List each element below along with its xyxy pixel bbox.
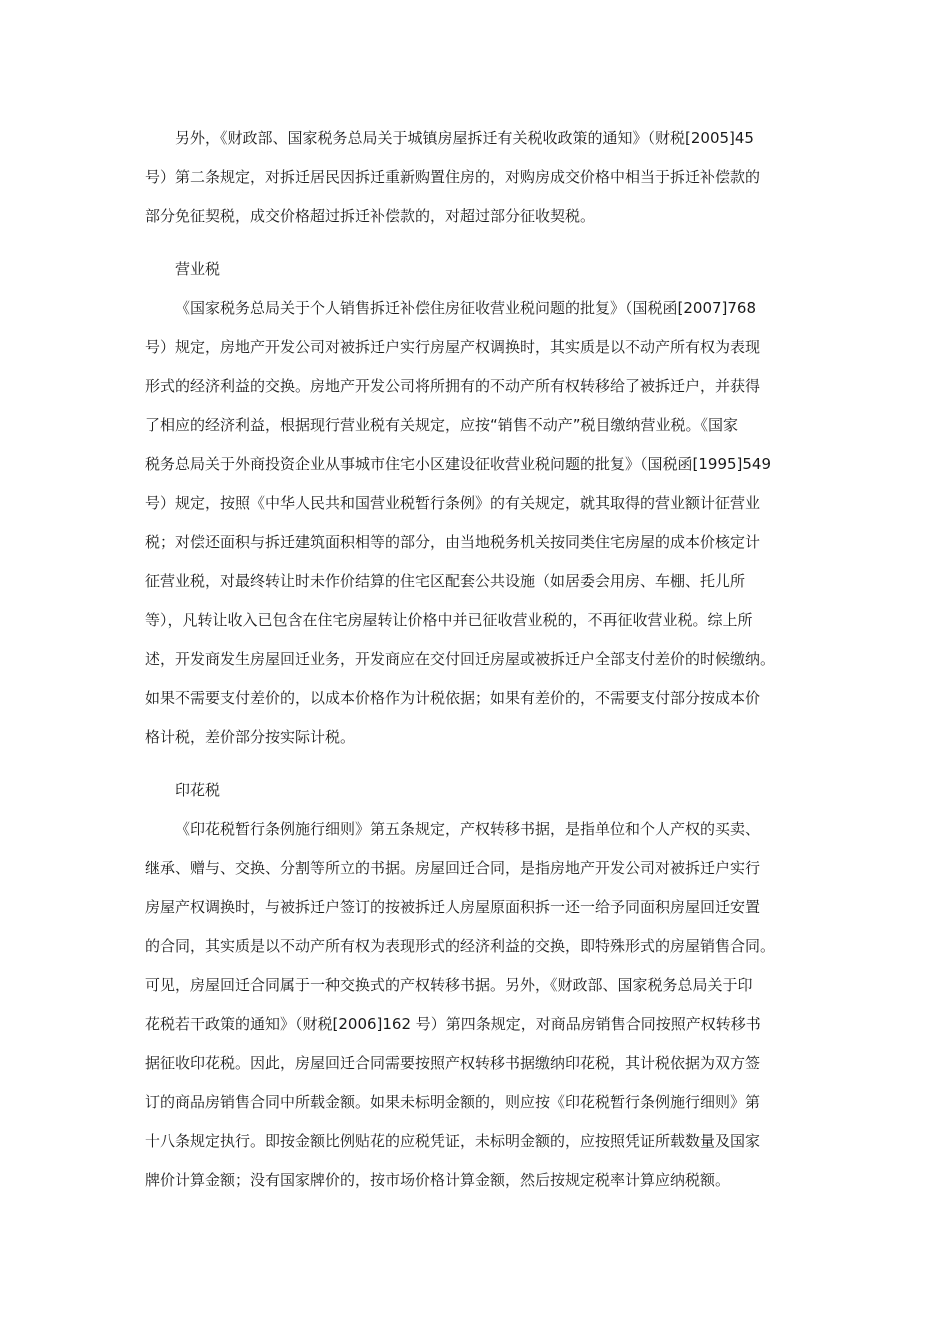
text-line: 另外，《财政部、国家税务总局关于城镇房屋拆迁有关税收政策的通知》（财税[2005]45 xyxy=(175,129,754,147)
text-line: 号）第二条规定，对拆迁居民因拆迁重新购置住房的，对购房成交价格中相当于拆迁补偿款的 xyxy=(145,168,761,186)
paragraph-gap xyxy=(145,236,809,250)
paragraph-gap xyxy=(145,757,809,771)
text-line: 号）规定，按照《中华人民共和国营业税暂行条例》的有关规定，就其取得的营业额计征营业 xyxy=(145,494,761,512)
text-line: 《印花税暂行条例施行细则》第五条规定，产权转移书据，是指单位和个人产权的买卖、 xyxy=(175,820,761,838)
text-line: 如果不需要支付差价的，以成本价格作为计税依据；如果有差价的，不需要支付部分按成本价 xyxy=(145,689,761,707)
text-line: 可见，房屋回迁合同属于一种交换式的产权转移书据。另外，《财政部、国家税务总局关于印 xyxy=(145,976,753,994)
text-line: 等），凡转让收入已包含在住宅房屋转让价格中并已征收营业税的，不再征收营业税。综上所 xyxy=(145,611,753,629)
text-line: 十八条规定执行。即按金额比例贴花的应税凭证，未标明金额的，应按照凭证所载数量及国家 xyxy=(145,1132,761,1150)
text-line: 了相应的经济利益，根据现行营业税有关规定，应按“销售不动产”税目缴纳营业税。《国家 xyxy=(145,416,739,434)
text-line: 格计税，差价部分按实际计税。 xyxy=(145,728,356,746)
text-line: 税务总局关于外商投资企业从事城市住宅小区建设征收营业税问题的批复》（国税函[1995]549 xyxy=(145,455,772,473)
text-line: 征营业税，对最终转让时未作价结算的住宅区配套公共设施（如居委会用房、车棚、托儿所 xyxy=(145,572,746,590)
text-line: 形式的经济利益的交换。房地产开发公司将所拥有的不动产所有权转移给了被拆迁户，并获得 xyxy=(145,377,761,395)
document-page xyxy=(145,119,809,1200)
text-line: 《国家税务总局关于个人销售拆迁补偿住房征收营业税问题的批复》（国税函[2007]768 xyxy=(175,299,757,317)
section-heading-business-tax: 营业税 xyxy=(175,260,221,278)
paragraph-stamp-tax xyxy=(145,810,809,1200)
section-heading-stamp-tax: 印花税 xyxy=(175,781,221,799)
text-line: 号）规定，房地产开发公司对被拆迁户实行房屋产权调换时，其实质是以不动产所有权为表现 xyxy=(145,338,761,356)
text-line: 述，开发商发生房屋回迁业务，开发商应在交付回迁房屋或被拆迁户全部支付差价的时候缴纳。 xyxy=(145,650,776,668)
text-line: 部分免征契税，成交价格超过拆迁补偿款的，对超过部分征收契税。 xyxy=(145,207,596,225)
text-line: 订的商品房销售合同中所载金额。如果未标明金额的，则应按《印花税暂行条例施行细则》第 xyxy=(145,1093,761,1111)
text-line: 税；对偿还面积与拆迁建筑面积相等的部分，由当地税务机关按同类住宅房屋的成本价核定计 xyxy=(145,533,761,551)
text-line: 花税若干政策的通知》（财税[2006]162 号）第四条规定，对商品房销售合同按照产权转移书 xyxy=(145,1015,761,1033)
text-line: 据征收印花税。因此，房屋回迁合同需要按照产权转移书据缴纳印花税，其计税依据为双方签 xyxy=(145,1054,761,1072)
paragraph-business-tax xyxy=(145,289,809,757)
text-line: 房屋产权调换时，与被拆迁户签订的按被拆迁人房屋原面积拆一还一给予同面积房屋回迁安置 xyxy=(145,898,761,916)
text-line: 牌价计算金额；没有国家牌价的，按市场价格计算金额，然后按规定税率计算应纳税额。 xyxy=(145,1171,731,1189)
paragraph-deed-tax xyxy=(145,119,809,236)
text-line: 的合同，其实质是以不动产所有权为表现形式的经济利益的交换，即特殊形式的房屋销售合同。 xyxy=(145,937,776,955)
text-line: 继承、赠与、交换、分割等所立的书据。房屋回迁合同，是指房地产开发公司对被拆迁户实行 xyxy=(145,859,761,877)
